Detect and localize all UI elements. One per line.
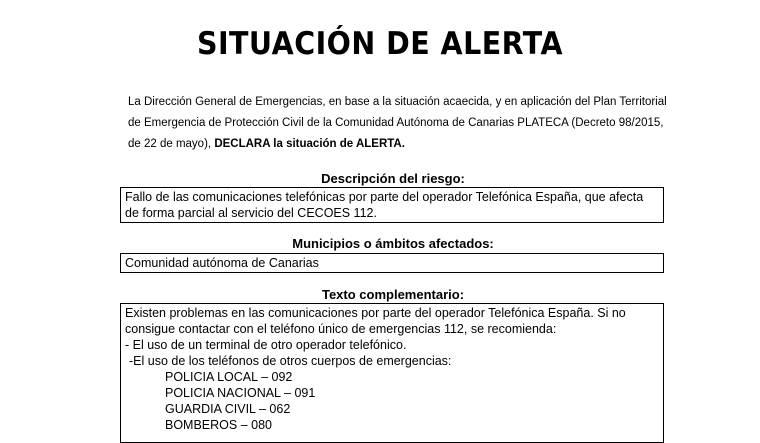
phone-item: POLICIA NACIONAL – 091 <box>165 386 316 400</box>
municipalities-heading: Municipios o ámbitos afectados: <box>292 236 494 251</box>
complementary-box <box>120 303 664 443</box>
risk-text: Fallo de las comunicaciones telefónicas por parte del operador Telefónica España, que afecta de forma parcial al servicio del CECOES 112. <box>125 190 644 220</box>
declaration-text: DECLARA la situación de ALERTA. <box>214 138 405 150</box>
complementary-paragraph: Existen problemas en las comunicaciones por parte del operador Telefónica España. Si no consigue contactar con el teléfono único de emergencias 112, se recomienda: <box>125 306 626 336</box>
recommendation-item: -El uso de los teléfonos de otros cuerpos de emergencias: <box>129 354 452 368</box>
page-title: SITUACIÓN DE ALERTA <box>196 26 564 62</box>
phone-item: BOMBEROS – 080 <box>165 418 272 432</box>
risk-box <box>120 187 664 223</box>
intro-line-2: de Emergencia de Protección Civil de la Comunidad Autónoma de Canarias PLATECA (Decreto 98/2015, <box>128 117 664 129</box>
intro-line-3-prefix: de 22 de mayo), <box>128 138 215 150</box>
intro-paragraph <box>128 92 668 155</box>
municipalities-text: Comunidad autónoma de Canarias <box>125 256 319 270</box>
recommendation-item: - El uso de un terminal de otro operador telefónico. <box>125 338 407 352</box>
municipalities-box <box>120 253 664 273</box>
phone-item: GUARDIA CIVIL – 062 <box>165 402 291 416</box>
intro-line-3 <box>128 134 668 155</box>
phone-item: POLICIA LOCAL – 092 <box>165 370 293 384</box>
complementary-heading: Texto complementario: <box>321 287 465 302</box>
risk-heading: Descripción del riesgo: <box>321 171 465 186</box>
intro-line-1: La Dirección General de Emergencias, en base a la situación acaecida, y en aplicación del Plan Territorial <box>128 96 667 108</box>
